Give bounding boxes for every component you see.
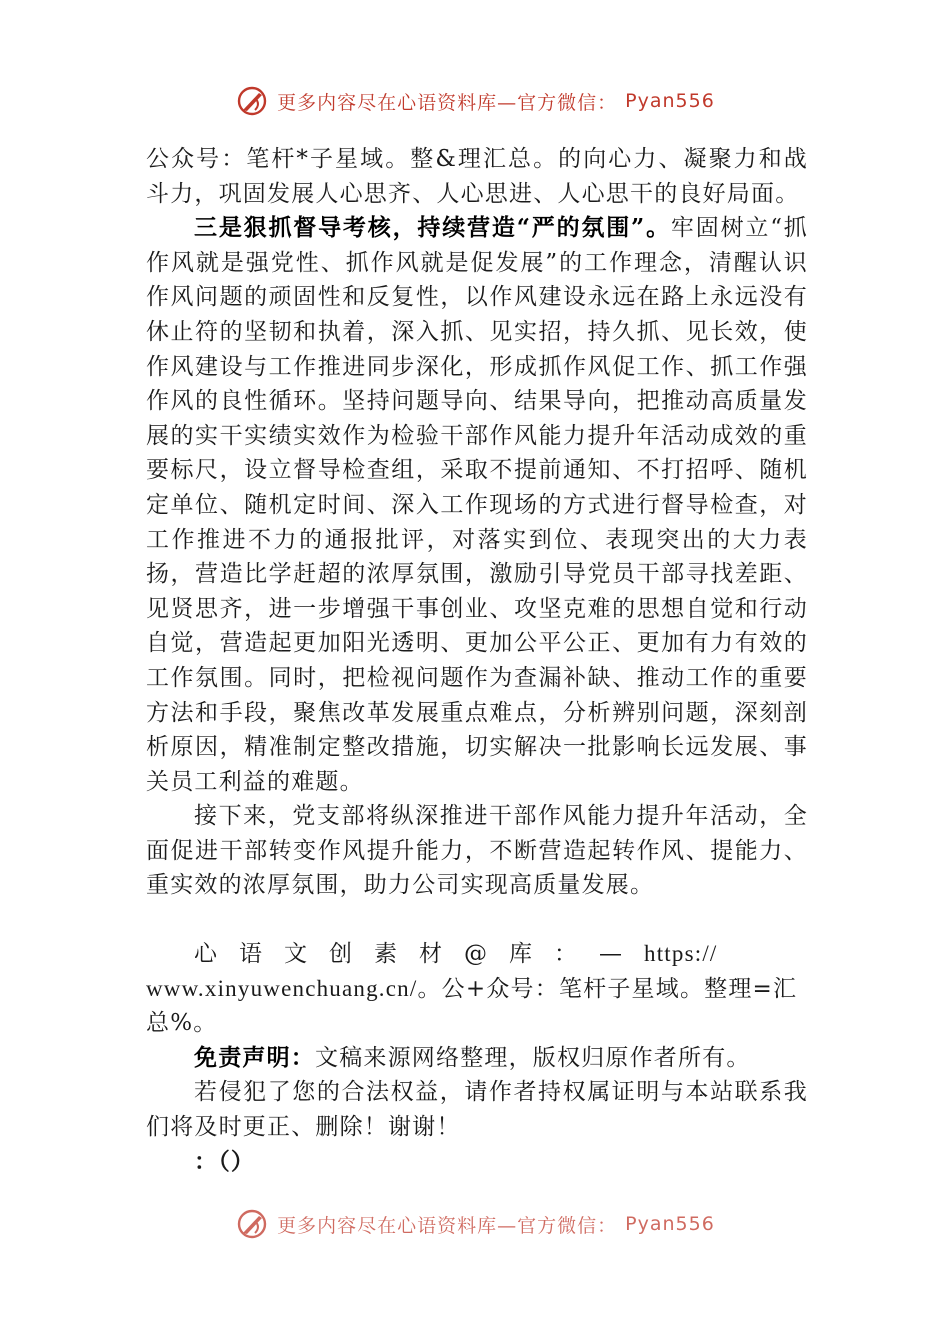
disclaimer-text: 文稿来源网络整理，版权归原作者所有。 <box>315 1044 751 1071</box>
paragraph-3: 接下来，党支部将纵深推进干部作风能力提升年活动，全面促进干部转变作风提升能力，不断营造起转作风、提能力、重实效的浓厚氛围，助力公司实现高质量发展。 <box>146 803 808 899</box>
paragraph-2 <box>146 211 808 799</box>
disclaimer-label: 免责声明： <box>194 1043 315 1071</box>
header-banner <box>0 84 950 118</box>
quill-seal-logo-icon <box>235 84 269 118</box>
paragraph-1: 公众号：笔杆*子星域。整&理汇总。的向心力、凝聚力和战斗力，巩固发展人心思齐、人心思进、人心思干的良好局面。 <box>146 146 808 207</box>
disclaimer <box>146 1041 808 1076</box>
paren-line: ：（） <box>194 1148 256 1175</box>
banner-text-en: Pyan556 <box>625 90 715 112</box>
source-line-continued <box>146 972 808 1041</box>
source-label: 心语文创素材@库：— <box>194 941 644 968</box>
banner-text-en: Pyan556 <box>625 1213 715 1235</box>
banner-text-cn: 更多内容尽在心语资料库—官方微信： <box>277 1214 618 1237</box>
footer-banner <box>0 1207 950 1241</box>
banner-text-cn: 更多内容尽在心语资料库—官方微信： <box>277 91 618 114</box>
paragraph-2-body: 牢固树立“抓作风就是强党性、抓作风就是促发展”的工作理念，清醒认识作风问题的顽固性和反复性，以作风建设永远在路上永远没有休止符的坚韧和执着，深入抓、见实招，持久抓、见长效，使作风建设与工作推进同步深化，形成抓作风促工作、抓工作强作风的良性循环。坚持问题导向、结果导向，把推动高质量发展的实干实绩实效作为检验干部作风能力提升年活动成效的重要标尺，设立督导检查组，采取不提前通知、不打招呼、随机定单位、随机定时间、深入工作现场的方式进行督导检查，对工作推进不力的通报批评，对落实到位、表现突出的大力表扬，营造比学赶超的浓厚氛围，激励引导党员干部寻找差距、见贤思齐，进一步增强干事创业、攻坚克难的思想自觉和行动自觉，营造起更加阳光透明、更加公平公正、更加有力有效的工作氛围。同时，把检视问题作为查漏补缺、推动工作的重要方法和手段，聚焦改革发展重点难点，分析辨别问题，深刻剖析原因，精准制定整改措施，切实解决一批影响长远发展、事关员工利益的难题。 <box>146 215 808 795</box>
document-body <box>146 142 808 1179</box>
source-after-url: 。公+众号：笔杆子星域。整理=汇总%。 <box>146 975 798 1037</box>
source-line <box>146 937 808 972</box>
source-url-part-2: www.xinyuwenchuang.cn/ <box>146 975 418 1001</box>
quill-seal-logo-icon <box>235 1207 269 1241</box>
paragraph-2-heading: 三是狠抓督导考核，持续营造“严的氛围”。 <box>194 214 671 242</box>
contact-note: 若侵犯了您的合法权益，请作者持权属证明与本站联系我们将及时更正、删除！谢谢！ <box>146 1079 808 1141</box>
source-url-part-1: https:// <box>644 941 718 967</box>
spacer <box>146 903 808 937</box>
